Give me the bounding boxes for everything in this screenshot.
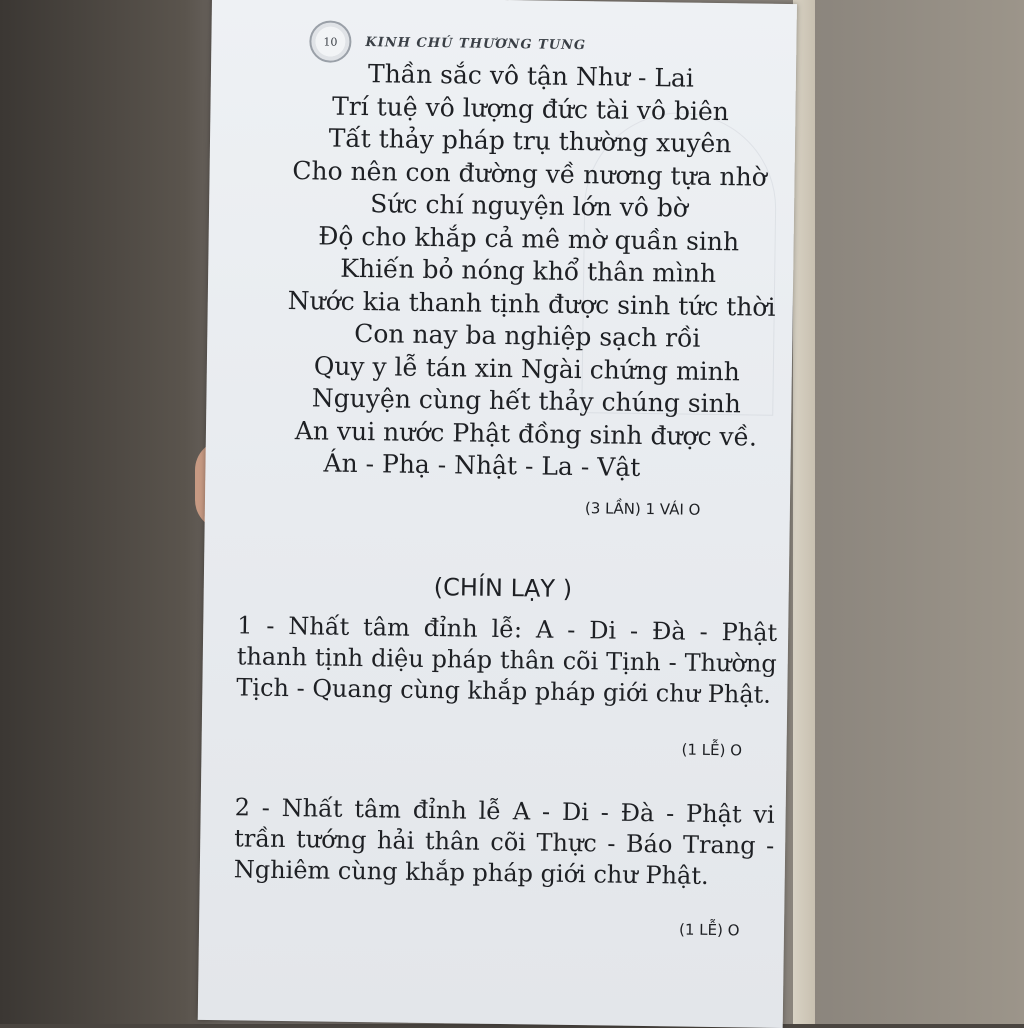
verse-line: Nguyện cùng hết thảy chúng sinh — [311, 383, 742, 419]
verse-line: Khiến bỏ nóng khổ thân mình — [340, 253, 717, 288]
verse-line: Quy y lễ tán xin Ngài chứng minh — [313, 350, 741, 386]
verse-line: An vui nước Phật đồng sinh được về. — [294, 415, 758, 452]
page-number: 10 — [323, 34, 338, 49]
page-stack-edge — [793, 0, 815, 1024]
verse-line: Sức chí nguyện lớn vô bờ — [370, 189, 689, 223]
prostration-paragraph: 1 - Nhất tâm đỉnh lễ: A - Di - Đà - Phật thanh tịnh diệu pháp thân cõi Tịnh - Thường Tịch - Quang cùng khắp pháp giới chư Phật. — [236, 611, 778, 709]
verse-block — [285, 57, 776, 486]
verse-line: Thần sắc vô tận Như - Lai — [367, 59, 695, 93]
prostration-note: (1 LỄ) O — [681, 740, 743, 760]
verse-line: Độ cho khắp cả mê mờ quần sinh — [318, 220, 740, 256]
prostration-note: (1 LỄ) O — [678, 920, 740, 940]
verse-line: Trí tuệ vô lượng đức tài vô biên — [331, 91, 730, 126]
verse-line: Con nay ba nghiệp sạch rồi — [354, 318, 701, 353]
verse-line: Nước kia thanh tịnh được sinh tức thời — [287, 285, 776, 322]
running-title: KINH CHÚ THƯƠNG TUNG — [365, 34, 587, 53]
mantra-line: Án - Phạ - Nhật - La - Vật — [323, 448, 641, 482]
prostration-paragraph: 2 - Nhất tâm đỉnh lễ A - Di - Đà - Phật vi trần tướng hải thân cõi Thực - Báo Trang - Nghiêm cùng khắp pháp giới chư Phật. — [233, 793, 775, 890]
verse-line: Cho nên con đường về nương tựa nhờ — [292, 155, 768, 192]
section-title: (CHÍN LẠY ) — [433, 573, 573, 603]
repeat-note: (3 LẦN) 1 VÁI O — [584, 499, 701, 519]
book-page — [198, 0, 797, 1028]
verse-line: Tất thảy pháp trụ thường xuyên — [328, 123, 732, 159]
